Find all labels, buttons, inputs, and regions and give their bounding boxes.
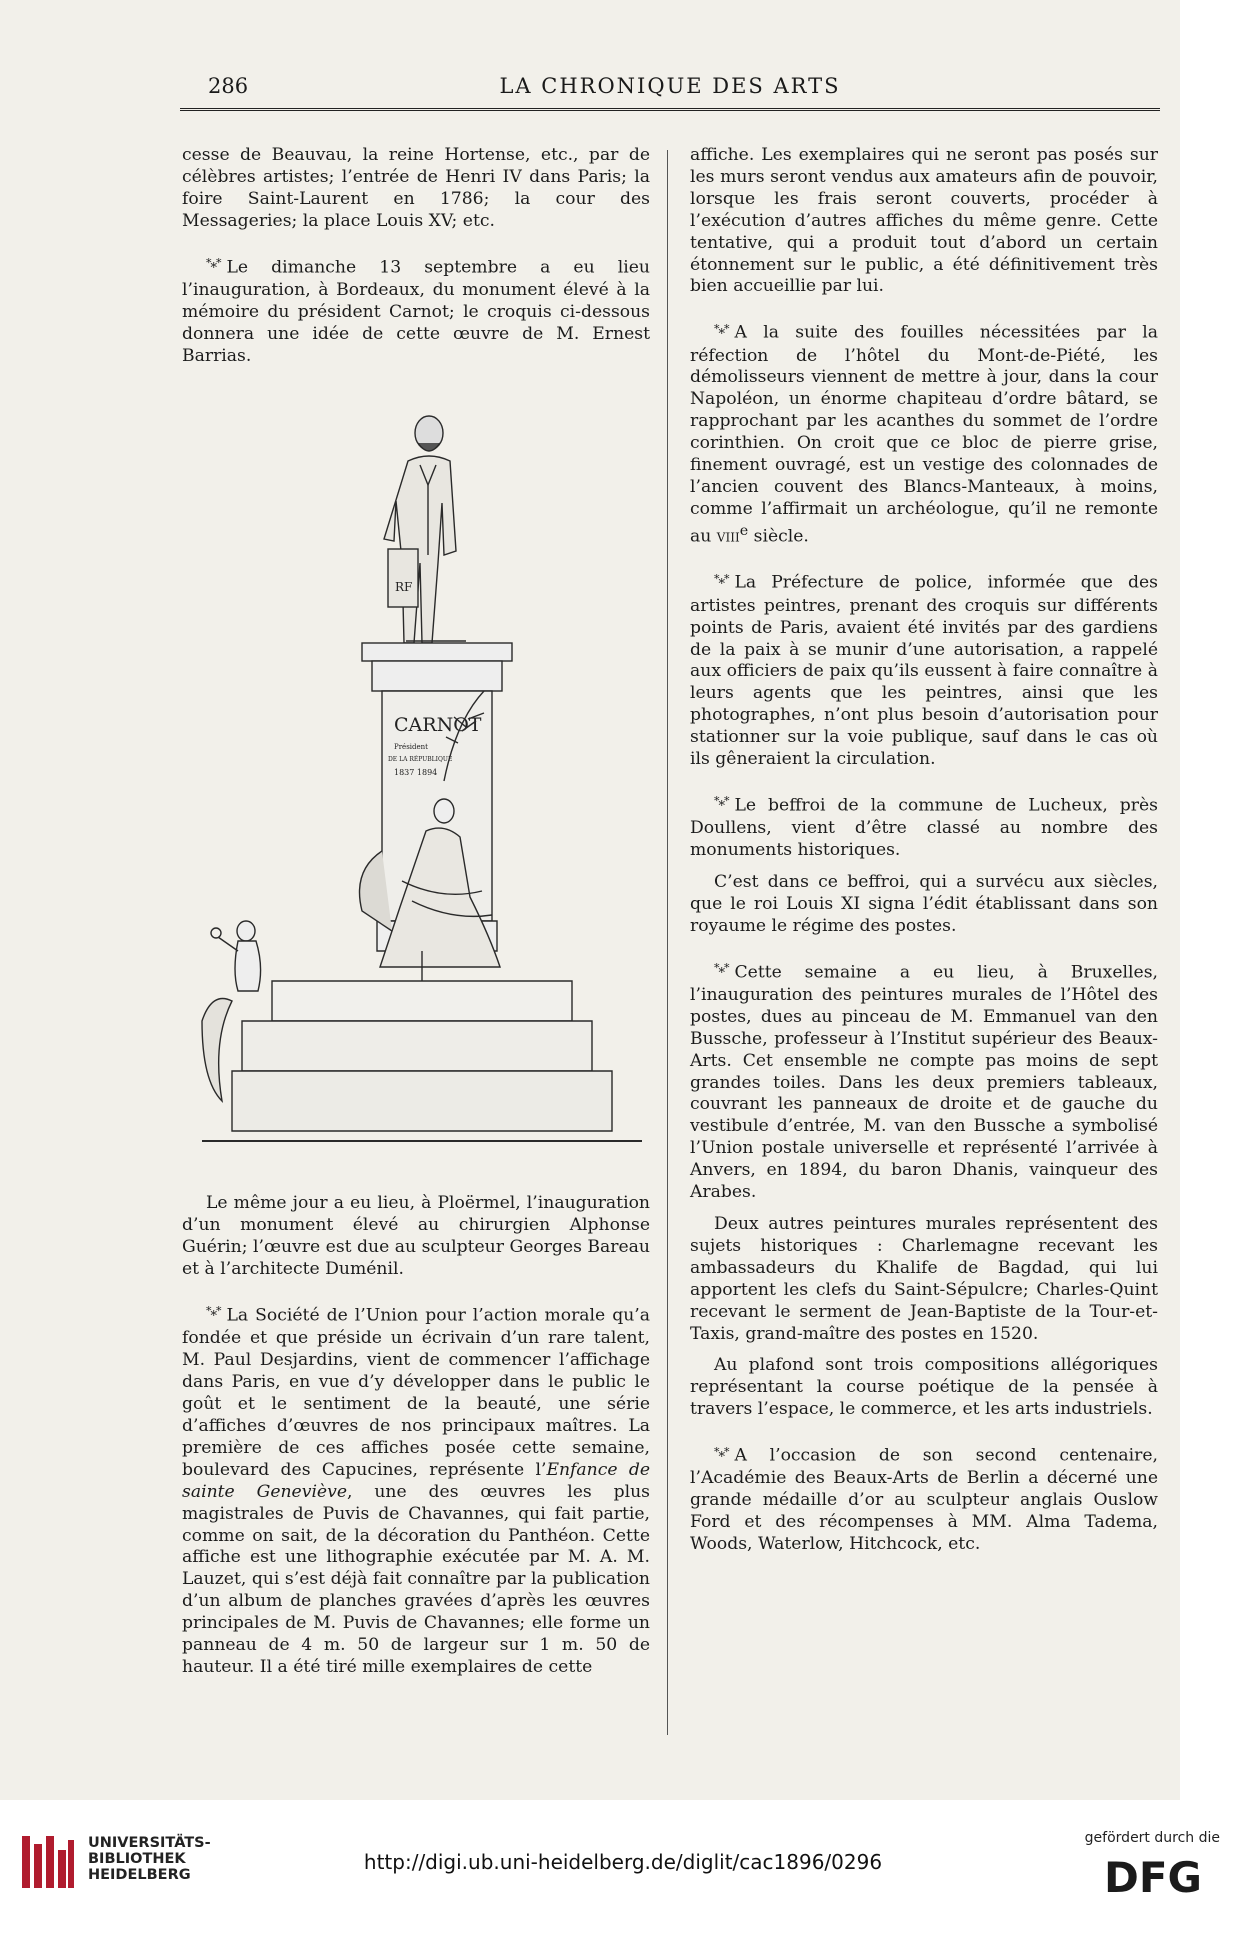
statue-of-carnot bbox=[384, 416, 466, 643]
page-number: 286 bbox=[208, 74, 249, 98]
asterism: *** bbox=[714, 961, 729, 982]
funding-text: gefördert durch die bbox=[1084, 1830, 1220, 1846]
paragraph: Au plafond sont trois compositions allégoriques représentant la course poétique de la pensée à travers l’espace, le commerce, et les arts industriels. bbox=[690, 1355, 1158, 1420]
inscription-line1: Président bbox=[394, 743, 428, 752]
header-rule bbox=[180, 108, 1160, 111]
library-name: UNIVERSITÄTS- BIBLIOTHEK HEIDELBERG bbox=[88, 1835, 211, 1883]
paragraph: *** Cette semaine a eu lieu, à Bruxelles, l’inauguration des peintures murales de l’Hôtel des postes, dues au pinceau de M. Emmanuel van den Bussche, professeur à l’Institut supérieur des Beaux-Arts. Cet ensemble ne compte pas moins de sept grandes toiles. Dans les deux premiers tableaux, couvrant les panneaux de droite et de gauche du vestibule d’entrée, M. van den Bussche a symbolisé l’Union postale universelle et représenté l’arrivée à Anvers, en 1894, du baron Dhanis, vainqueur des Arabes. bbox=[690, 961, 1158, 1203]
dfg-logo bbox=[1102, 1854, 1220, 1898]
inscription-years: 1837 1894 bbox=[394, 768, 438, 778]
right-column bbox=[690, 145, 1158, 1566]
paragraph: *** A la suite des fouilles nécessitées par la réfection de l’hôtel du Mont-de-Piété, les démolisseurs viennent de mettre à jour, dans la cour Napoléon, un énorme chapiteau d’ordre bâtard, se rapprochant par les acanthes du sommet de l’ordre corinthien. On croit que ce bloc de pierre grise, finement ouvragé, est un vestige des colonnades de l’ancien couvent des Blancs-Manteaux, à moins, comme l’affirmait un archéologue, qu’il ne remonte au viii$^e$ siècle. bbox=[690, 322, 1158, 547]
paragraph: *** Le dimanche 13 septembre a eu lieu l’inauguration, à Bordeaux, du monument élevé à la mémoire du président Carnot; le croquis ci-dessous donnera une idée de cette œuvre de M. Ernest Barrias. bbox=[182, 256, 650, 366]
paragraph: Le même jour a eu lieu, à Ploërmel, l’inauguration d’un monument élevé au chirurgien Alphonse Guérin; l’œuvre est due au sculpteur Georges Bareau et à l’architecte Duménil. bbox=[182, 1193, 650, 1280]
artwork-title: Enfance de sainte Geneviève bbox=[182, 1459, 650, 1502]
source-url[interactable]: http://digi.ub.uni-heidelberg.de/diglit/cac1896/0296 bbox=[363, 1850, 883, 1874]
carnot-monument-illustration bbox=[182, 381, 650, 1181]
paragraph: Deux autres peintures murales représentent des sujets historiques : Charlemagne recevant les ambassadeurs du Khalife de Bagdad, qui lui apportent les clefs du Saint-Sépulcre; Charles-Quint recevant le serment de Jean-Baptiste de la Tour-et-Taxis, grand-maître des postes en 1520. bbox=[690, 1214, 1158, 1344]
monument-drawing bbox=[182, 381, 650, 1181]
funding-credit bbox=[1085, 1830, 1220, 1898]
asterism: *** bbox=[206, 1305, 221, 1325]
paragraph: *** La Préfecture de police, informée que des artistes peintres, prenant des croquis sur différents points de Paris, avaient été invités par des gardiens de la paix à se munir d’une autorisation, a rappelé aux officiers de paix qu’ils eussent à faire connaître à leurs agents que les peintres, ainsi que les photographes, n’ont plus besoin d’autorisation pour stationner sur la voie publique, sauf dans le cas où ils gêneraient la circulation. bbox=[690, 572, 1158, 770]
page-header bbox=[180, 74, 1160, 108]
paragraph: *** La Société de l’Union pour l’action morale qu’a fondée et que préside un écrivain d’un rare talent, M. Paul Desjardins, vient de commencer l’affichage dans Paris, en vue d’y développer dans le public le goût et le sentiment de la beauté, une série d’affiches d’œuvres de nos principaux maîtres. La première de ces affiches posée cette semaine, boulevard des Capucines, représente l’Enfance de sainte Geneviève, une des œuvres les plus magistrales de Puvis de Chavannes, qui fait partie, comme on sait, de la décoration du Panthéon. Cette affiche est une lithographie exécutée par M. A. M. Lauzet, qui s’est déjà fait connaître par la publication d’un album de planches gravées d’après les œuvres principales de M. Puvis de Chavannes; elle forme un panneau de 4 m. 50 de largeur sur 1 m. 50 de hauteur. Il a été tiré mille exemplaires de cette bbox=[182, 1305, 651, 1677]
paragraph: cesse de Beauvau, la reine Hortense, etc., par de célèbres artistes; l’entrée de Henri IV dans Paris; la foire Saint-Laurent en 1786; la cour des Messageries; la place Louis XV; etc. bbox=[182, 145, 650, 231]
inscription-line2: DE LA RÉPUBLIQUE bbox=[388, 756, 453, 764]
digitization-footer bbox=[0, 1800, 1246, 1935]
asterism: *** bbox=[714, 572, 729, 592]
paragraph: *** A l’occasion de son second centenaire, l’Académie des Beaux-Arts de Berlin a décerné une grande médaille d’or au sculpteur anglais Ouslow Ford et des récompenses à MM. Alma Tadema, Woods, Waterlow, Hitchcock, etc. bbox=[690, 1445, 1158, 1555]
asterism: *** bbox=[714, 1445, 729, 1465]
running-title: LA CHRONIQUE DES ARTS bbox=[499, 74, 841, 98]
asterism: *** bbox=[714, 322, 729, 342]
left-column bbox=[182, 145, 650, 1689]
paragraph: *** Le beffroi de la commune de Lucheux, près Doullens, vient d’être classé au nombre des monuments historiques. bbox=[690, 794, 1158, 861]
column-divider bbox=[667, 150, 668, 1735]
asterism: *** bbox=[714, 794, 729, 815]
svg-text:DFG: DFG bbox=[1104, 1854, 1203, 1898]
paragraph: affiche. Les exemplaires qui ne seront pas posés sur les murs seront vendus aux amateurs afin de pouvoir, lorsque les frais seront couverts, procéder à l’exécution d’autres affiches du même genre. Cette tentative, qui a produit tout d’abord un certain étonnement sur le public, a été définitivement très bien accueillie par lui. bbox=[690, 145, 1158, 297]
asterism: *** bbox=[206, 256, 221, 276]
pedestal-monogram: RF bbox=[395, 580, 413, 595]
inscription-name: CARNOT bbox=[394, 714, 482, 737]
paragraph: C’est dans ce beffroi, qui a survécu aux siècles, que le roi Louis XI signa l’édit établissant dans son royaume le régime des postes. bbox=[690, 872, 1158, 936]
